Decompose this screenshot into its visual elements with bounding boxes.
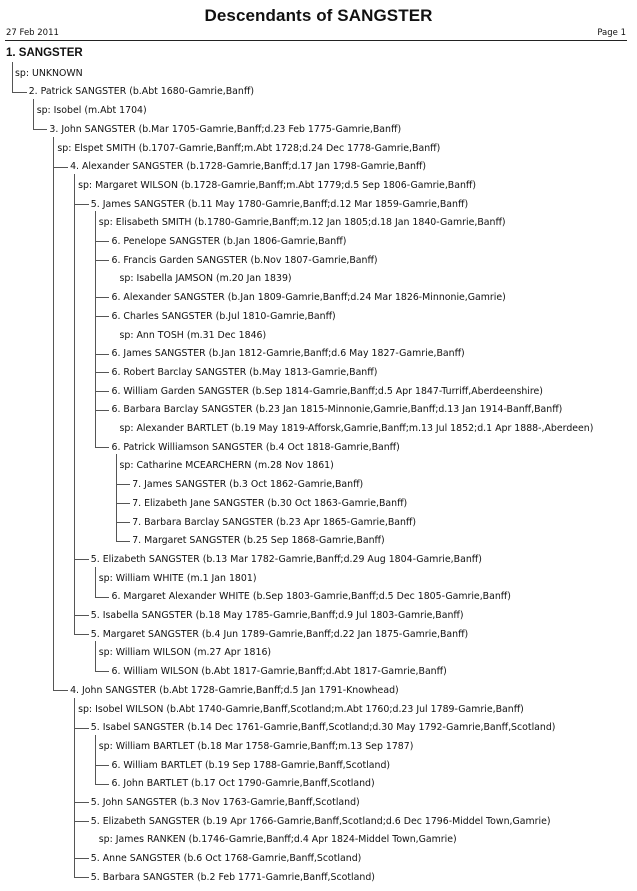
tree-connector-horizontal <box>95 391 110 392</box>
descendant-text: 6. Margaret Alexander WHITE (b.Sep 1803-Gamrie,Banff;d.5 Dec 1805-Gamrie,Banff) <box>111 591 511 603</box>
descendant-entry <box>0 82 637 101</box>
descendant-text: 4. John SANGSTER (b.Abt 1728-Gamrie,Banff;d.5 Jan 1791-Knowhead) <box>70 684 399 696</box>
tree-connector-vertical <box>33 99 34 129</box>
descendant-entry <box>0 606 637 625</box>
tree-connector-horizontal <box>95 447 110 448</box>
spouse-text: sp: Isobel WILSON (b.Abt 1740-Gamrie,Banff,Scotland;m.Abt 1760;d.23 Jul 1789-Gamrie,Banff) <box>78 703 524 715</box>
spouse-text: sp: UNKNOWN <box>15 67 83 79</box>
descendant-entry <box>0 531 637 550</box>
report-date: 27 Feb 2011 <box>6 28 59 38</box>
spouse-text: sp: William WILSON (m.27 Apr 1816) <box>98 647 272 659</box>
spouse-text: sp: Alexander BARTLET (b.19 May 1819-Afforsk,Gamrie,Banff;m.13 Jul 1852;d.1 Apr 1888-,Aberdeen) <box>119 423 594 434</box>
tree-connector-horizontal <box>95 784 110 785</box>
descendant-text: 5. John SANGSTER (b.3 Nov 1763-Gamrie,Banff,Scotland) <box>90 797 360 808</box>
descendant-text: 6. William Garden SANGSTER (b.Sep 1814-Gamrie,Banff;d.5 Apr 1847-Turriff,Aberdeenshire) <box>111 385 543 397</box>
tree-connector-horizontal <box>95 241 110 242</box>
spouse-text: sp: Elspet SMITH (b.1707-Gamrie,Banff;m.Abt 1728;d.24 Dec 1778-Gamrie,Banff) <box>57 142 441 154</box>
tree-connector-horizontal <box>74 877 89 878</box>
tree-connector-vertical <box>95 567 96 597</box>
tree-connector-horizontal <box>74 559 89 560</box>
descendant-entry <box>0 475 637 494</box>
spouse-entry <box>0 64 637 83</box>
spouse-text: sp: Isobel (m.Abt 1704) <box>36 105 147 117</box>
descendant-text: 5. Barbara SANGSTER (b.2 Feb 1771-Gamrie,Banff,Scotland) <box>90 871 375 883</box>
tree-connector-horizontal <box>74 802 89 803</box>
tree-connector-horizontal <box>12 92 27 93</box>
tree-connector-horizontal <box>74 615 89 616</box>
descendant-text: 5. James SANGSTER (b.11 May 1780-Gamrie,Banff;d.12 Mar 1859-Gamrie,Banff) <box>90 198 469 210</box>
tree-connector-horizontal <box>116 484 131 485</box>
descendant-text: 6. William WILSON (b.Abt 1817-Gamrie,Banff;d.Abt 1817-Gamrie,Banff) <box>111 666 447 678</box>
tree-connector-horizontal <box>95 765 110 766</box>
spouse-entry <box>0 139 637 158</box>
tree-connector-vertical <box>74 174 75 634</box>
descendant-entry <box>0 120 637 139</box>
tree-connector-horizontal <box>74 634 89 635</box>
descendant-text: 4. Alexander SANGSTER (b.1728-Gamrie,Banff;d.17 Jan 1798-Gamrie,Banff) <box>70 161 427 173</box>
spouse-entry <box>0 830 637 849</box>
descendant-tree <box>0 45 637 891</box>
tree-connector-horizontal <box>95 260 110 261</box>
descendant-entry <box>0 868 637 887</box>
descendant-text: 6. William BARTLET (b.19 Sep 1788-Gamrie,Banff,Scotland) <box>111 759 391 771</box>
tree-connector-horizontal <box>95 316 110 317</box>
descendant-entry <box>0 681 637 700</box>
descendant-text: 7. James SANGSTER (b.3 Oct 1862-Gamrie,Banff) <box>132 479 364 491</box>
descendant-text: 3. John SANGSTER (b.Mar 1705-Gamrie,Banff;d.23 Feb 1775-Gamrie,Banff) <box>49 123 402 135</box>
tree-connector-horizontal <box>95 597 110 598</box>
descendant-text: 7. Barbara Barclay SANGSTER (b.23 Apr 1865-Gamrie,Banff) <box>132 516 417 528</box>
tree-connector-vertical <box>53 137 54 691</box>
tree-connector-vertical <box>12 62 13 92</box>
spouse-text: sp: Ann TOSH (m.31 Dec 1846) <box>119 329 267 341</box>
descendant-text: 5. Elizabeth SANGSTER (b.19 Apr 1766-Gamrie,Banff,Scotland;d.6 Dec 1796-Middel Town,Gamrie) <box>90 815 551 827</box>
descendant-text: 6. James SANGSTER (b.Jan 1812-Gamrie,Banff;d.6 May 1827-Gamrie,Banff) <box>111 348 465 360</box>
descendant-text: 6. Francis Garden SANGSTER (b.Nov 1807-Gamrie,Banff) <box>111 254 378 266</box>
spouse-entry <box>0 456 637 475</box>
spouse-text: sp: Elisabeth SMITH (b.1780-Gamrie,Banff;m.12 Jan 1805;d.18 Jan 1840-Gamrie,Banff) <box>98 217 506 229</box>
tree-connector-horizontal <box>116 522 131 523</box>
tree-connector-horizontal <box>116 541 131 542</box>
descendant-text: 6. Patrick Williamson SANGSTER (b.4 Oct 1818-Gamrie,Banff) <box>111 441 400 453</box>
descendant-entry <box>0 45 637 64</box>
descendant-text: 5. Margaret SANGSTER (b.4 Jun 1789-Gamrie,Banff;d.22 Jan 1875-Gamrie,Banff) <box>90 628 469 640</box>
spouse-entry <box>0 176 637 195</box>
tree-connector-horizontal <box>74 204 89 205</box>
tree-connector-horizontal <box>74 821 89 822</box>
tree-connector-vertical <box>95 641 96 671</box>
descendant-entry <box>0 157 637 176</box>
descendant-entry <box>0 849 637 868</box>
descendant-text: 5. Isabel SANGSTER (b.14 Dec 1761-Gamrie,Banff,Scotland;d.30 May 1792-Gamrie,Banff,Scotland) <box>90 722 556 734</box>
descendant-text: 5. Anne SANGSTER (b.6 Oct 1768-Gamrie,Banff,Scotland) <box>90 853 362 865</box>
tree-connector-horizontal <box>33 129 48 130</box>
spouse-text: sp: Isabella JAMSON (m.20 Jan 1839) <box>119 273 292 285</box>
descendant-text: 2. Patrick SANGSTER (b.Abt 1680-Gamrie,Banff) <box>28 86 254 98</box>
tree-connector-horizontal <box>95 372 110 373</box>
descendant-text: 7. Elizabeth Jane SANGSTER (b.30 Oct 1863-Gamrie,Banff) <box>132 497 408 509</box>
descendant-entry <box>0 793 637 812</box>
tree-connector-horizontal <box>116 503 131 504</box>
tree-connector-horizontal <box>53 167 68 168</box>
descendant-text: 6. Penelope SANGSTER (b.Jan 1806-Gamrie,Banff) <box>111 236 347 247</box>
descendant-entry <box>0 812 637 831</box>
descendant-text: 5. Elizabeth SANGSTER (b.13 Mar 1782-Gamrie,Banff;d.29 Aug 1804-Gamrie,Banff) <box>90 553 482 565</box>
descendant-text: 5. Isabella SANGSTER (b.18 May 1785-Gamrie,Banff;d.9 Jul 1803-Gamrie,Banff) <box>90 610 464 621</box>
descendant-entry <box>0 513 637 532</box>
descendant-text: 6. Charles SANGSTER (b.Jul 1810-Gamrie,Banff) <box>111 310 336 322</box>
descendant-text: 1. SANGSTER <box>6 47 83 59</box>
spouse-text: sp: Margaret WILSON (b.1728-Gamrie,Banff;m.Abt 1779;d.5 Sep 1806-Gamrie,Banff) <box>78 179 477 191</box>
header-rule <box>5 40 627 41</box>
descendant-text: 6. John BARTLET (b.17 Oct 1790-Gamrie,Banff,Scotland) <box>111 778 375 790</box>
spouse-entry <box>0 101 637 120</box>
descendant-text: 6. Alexander SANGSTER (b.Jan 1809-Gamrie,Banff;d.24 Mar 1826-Minnonie,Gamrie) <box>111 292 506 304</box>
tree-connector-vertical <box>116 454 117 540</box>
descendant-text: 6. Barbara Barclay SANGSTER (b.23 Jan 1815-Minnonie,Gamrie,Banff;d.13 Jan 1914-Banff,Banff) <box>111 404 563 416</box>
spouse-text: sp: James RANKEN (b.1746-Gamrie,Banff;d.4 Apr 1824-Middel Town,Gamrie) <box>98 834 457 846</box>
spouse-entry <box>0 700 637 719</box>
spouse-text: sp: William WHITE (m.1 Jan 1801) <box>98 572 257 584</box>
tree-connector-horizontal <box>95 297 110 298</box>
descendant-entry <box>0 494 637 513</box>
tree-connector-vertical <box>74 698 75 878</box>
tree-connector-horizontal <box>95 354 110 355</box>
tree-connector-horizontal <box>74 728 89 729</box>
tree-connector-horizontal <box>95 671 110 672</box>
tree-connector-horizontal <box>74 858 89 859</box>
document-title: Descendants of SANGSTER <box>204 6 433 25</box>
tree-connector-vertical <box>95 735 96 784</box>
tree-connector-vertical <box>95 211 96 447</box>
spouse-text: sp: Catharine MCEARCHERN (m.28 Nov 1861) <box>119 460 334 472</box>
tree-connector-horizontal <box>53 690 68 691</box>
tree-connector-horizontal <box>95 410 110 411</box>
descendant-text: 6. Robert Barclay SANGSTER (b.May 1813-Gamrie,Banff) <box>111 366 378 378</box>
page-number: Page 1 <box>597 28 626 38</box>
spouse-text: sp: William BARTLET (b.18 Mar 1758-Gamrie,Banff;m.13 Sep 1787) <box>98 740 414 752</box>
descendant-text: 7. Margaret SANGSTER (b.25 Sep 1868-Gamrie,Banff) <box>132 535 385 547</box>
